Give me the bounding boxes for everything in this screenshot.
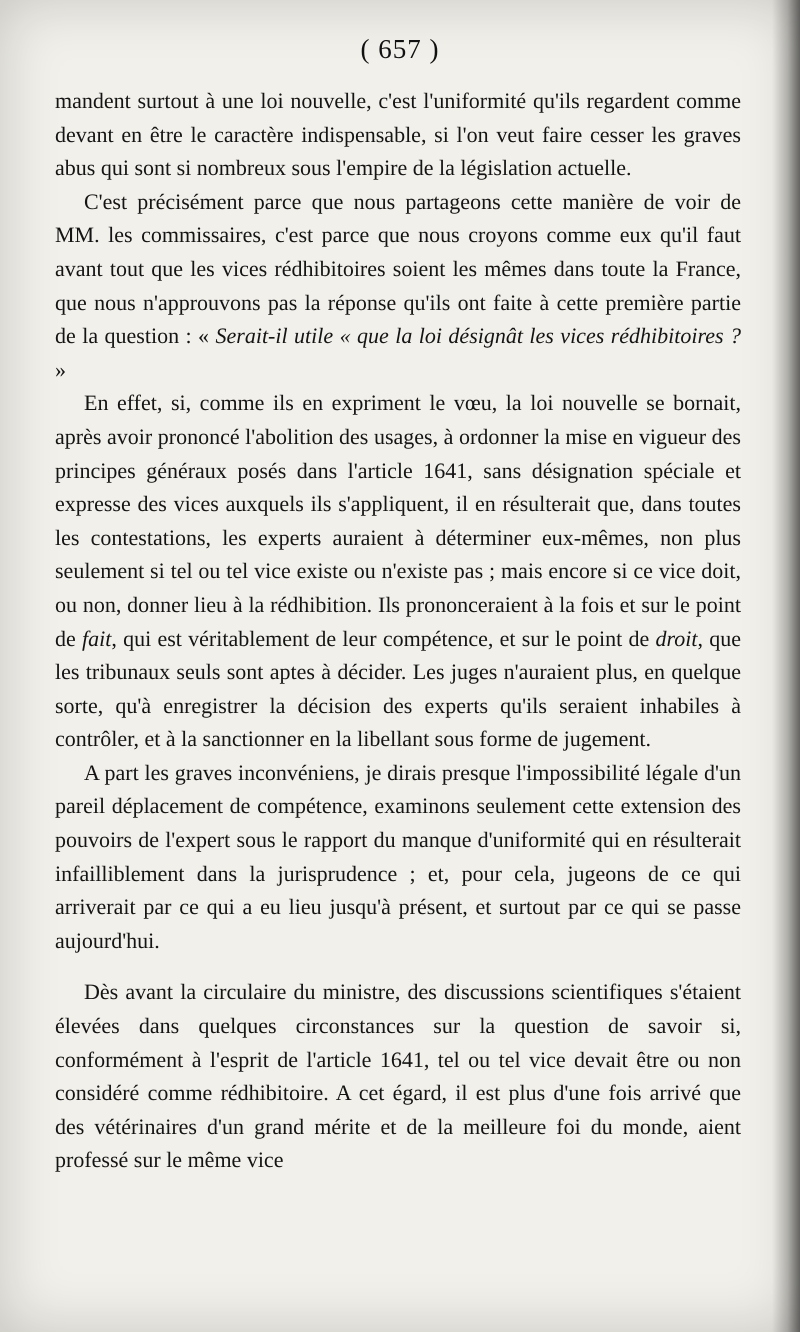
paragraph-3-text-b: , qui est véritablement de leur compétence, et sur le point de — [111, 625, 656, 651]
paragraph-4: A part les graves inconvéniens, je dirais presque l'impossibilité légale d'un pareil déplacement de compétence, examinons seulement cette extension des pouvoirs de l'expert sous le rapport du manque d'uniformité qui en résulterait infailliblement dans la jurisprudence ; et, pour cela, jugeons de ce qui arriverait par ce qui a eu lieu jusqu'à présent, et surtout par ce qui se passe aujourd'hui. — [55, 759, 741, 953]
paragraph-5: Dès avant la circulaire du ministre, des discussions scientifiques s'étaient élevées dans quelques circonstances sur la question de savoir si, conformément à l'esprit de l'article 1641, tel ou tel vice devait être ou non considéré comme rédhibitoire. A cet égard, il est plus d'une fois arrivé que des vétérinaires d'un grand mérite et de la meilleure foi du monde, aient professé sur le même vice — [55, 979, 741, 1173]
page-edge-shadow — [772, 0, 800, 1332]
paragraph-3-italic-droit: droit — [655, 625, 698, 651]
page-number: ( 657 ) — [360, 34, 440, 64]
paragraph-3-text-c: , que les tribunaux seuls sont aptes à décider. Les juges n'auraient plus, en quelque sorte, qu'à enregistrer la décision des experts qu'ils seraient inhabiles à contrôler, et à la sanctionner en la libellant sous forme de jugement. — [55, 625, 741, 752]
paragraph-1: mandent surtout à une loi nouvelle, c'est l'uniformité qu'ils regardent comme devant en être le caractère indispensable, si l'on veut faire cesser les graves abus qui sont si nombreux sous l'empire de la législation actuelle. — [55, 88, 741, 181]
paragraph-2-close-quote: » — [55, 356, 66, 382]
body-text — [55, 84, 741, 1177]
paragraph-3-text-a: En effet, si, comme ils en expriment le vœu, la loi nouvelle se bornait, après avoir prononcé l'abolition des usages, à ordonner la mise en vigueur des principes généraux posés dans l'article 1641, sans désignation spéciale et expresse des vices auxquels ils s'appliquent, il en résulterait que, dans toutes les contestations, les experts auraient à déterminer eux-mêmes, non plus seulement si tel ou tel vice existe ou n'existe pas ; mais encore si ce vice doit, ou non, donner lieu à la rédhibition. Ils prononceraient à la fois et sur le point de — [55, 390, 741, 651]
paragraph-3 — [55, 386, 741, 756]
paragraph-3-italic-fait: fait — [82, 625, 112, 651]
paragraph-2-quote: Serait-il utile « que la loi désignât les vices rédhibitoires ? — [215, 323, 741, 349]
paragraph-2 — [55, 185, 741, 387]
paragraph-2-text: C'est précisément parce que nous partageons cette manière de voir de MM. les commissaires, c'est parce que nous croyons comme eux qu'il faut avant tout que les vices rédhibitoires soient les mêmes dans toute la France, que nous n'approuvons pas la réponse qu'ils ont faite à cette première partie de la question : « — [55, 188, 741, 349]
